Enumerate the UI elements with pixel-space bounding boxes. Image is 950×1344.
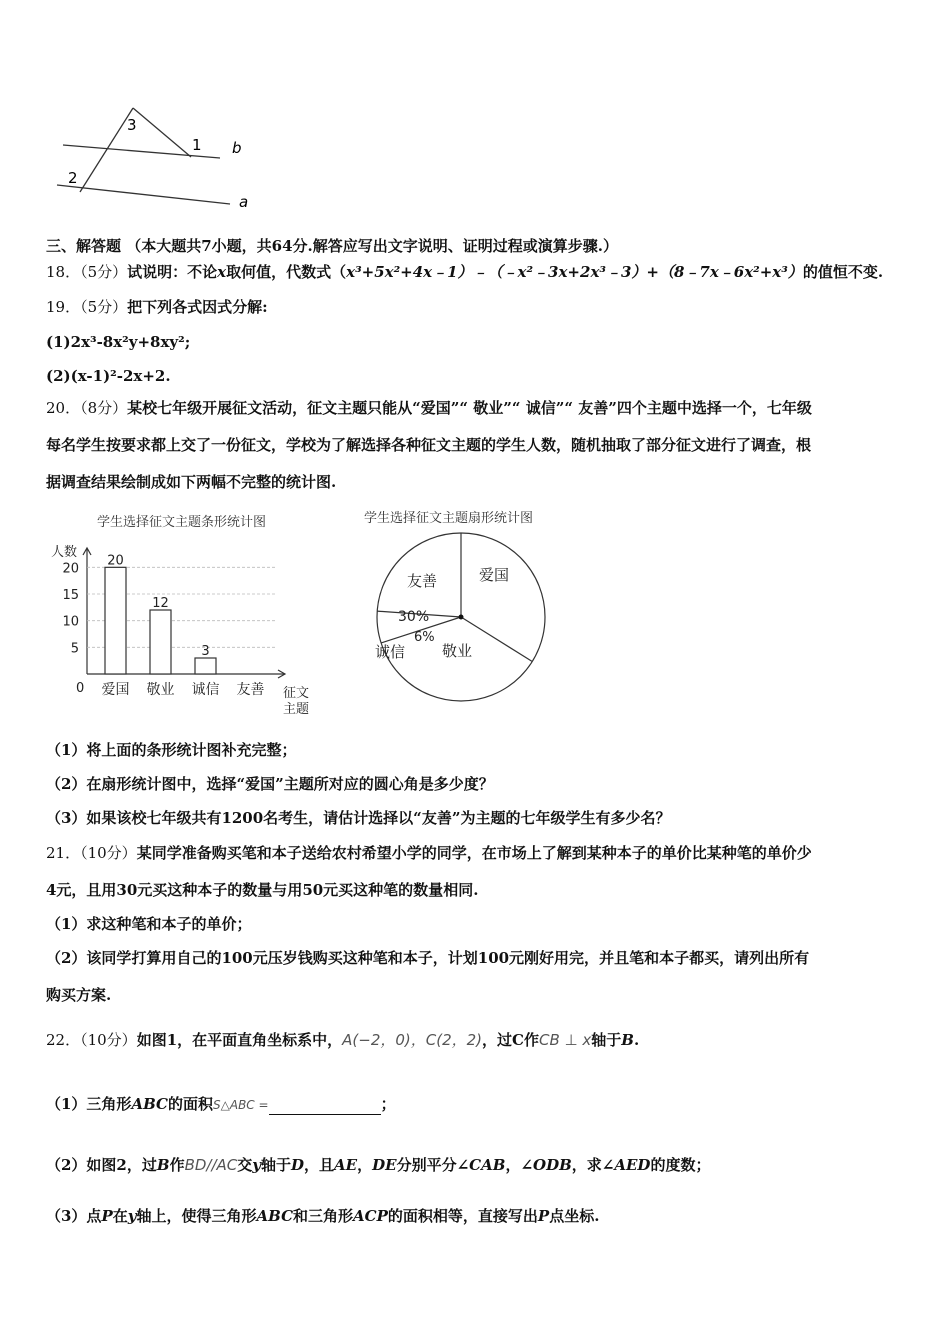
q22-sub3-e: 轴上，使得三角形 (136, 1207, 257, 1225)
section-title: 三、解答题 （本大题共7小题，共64分.解答应写出文字说明、证明过程或演算步骤.） (46, 237, 618, 255)
q22-text-e: . (633, 1031, 640, 1049)
x-category-label: 诚信 (191, 682, 220, 698)
bar (105, 567, 126, 674)
q22-sub3-c: 在 (112, 1207, 128, 1225)
q20-sub1: （1）将上面的条形统计图补充完整； (46, 741, 297, 759)
q22-sub3-h: ACP (353, 1207, 388, 1225)
q20-sub3: （3）如果该校七年级共有1200名考生，请估计选择以“友善”为主题的七年级学生有多少名？ (46, 809, 671, 827)
q21-line2: 4元，且用30元买这种本子的数量与用50元买这种笔的数量相同. (46, 881, 479, 899)
q20-line1: 某校七年级开展征文活动，征文主题只能从“爱国”“ 敬业”“ 诚信”“ 友善”四个主题中选择一个，七年级 (127, 399, 812, 417)
q22-number: 22． (46, 1031, 81, 1049)
q19-number: 19． (46, 298, 81, 316)
y-tick-label: 15 (62, 588, 79, 603)
bar (150, 610, 171, 674)
q22-sub2-b: B (156, 1156, 170, 1174)
q20-line3: 据调查结果绘制成如下两幅不完整的统计图. (46, 473, 337, 491)
q22-sub2-a: （2）如图2，过 (46, 1156, 157, 1174)
transversal-right (133, 108, 191, 157)
q22-text-c: 轴于 (591, 1031, 622, 1049)
q18-number: 18． (46, 263, 81, 281)
q18-text-c: 的值恒不变. (802, 263, 884, 281)
question-21-line1 (46, 843, 812, 863)
q22-text-a: 如图1，在平面直角坐标系中， (136, 1031, 343, 1049)
q20-score: （8分） (80, 399, 128, 417)
q20-sub2: （2）在扇形统计图中，选择“爱国”主题所对应的圆心角是多少度？ (46, 775, 494, 793)
q22-sub3-a: （3）点 (46, 1207, 102, 1225)
q22-text-b: ，过C作 (482, 1031, 539, 1049)
q22-sub2-p: ，求∠ (571, 1156, 615, 1174)
q22-sub2-i: AE (334, 1156, 358, 1174)
q18-expression: x³+5x²+4x﹣1）﹣（﹣x²﹣3x+2x³﹣3）+（8﹣7x﹣6x²+x³） (346, 263, 803, 281)
q22-sub2 (46, 1155, 710, 1175)
q22-sub3-d: y (127, 1207, 137, 1225)
q22-sub1-b: ABC (131, 1095, 168, 1113)
pie-percent-label: 30% (398, 609, 430, 625)
pie-chart (372, 530, 552, 710)
q22-sub1-math: S△ABC = (213, 1098, 269, 1112)
angle-3-label: 3 (127, 116, 137, 134)
bar-chart (45, 538, 330, 718)
y-tick-label: 10 (62, 614, 79, 630)
y-tick-label: 20 (62, 561, 79, 577)
pie-percent-label: 6% (414, 630, 435, 645)
x-category-label: 敬业 (146, 682, 175, 698)
q22-sub2-n: ，∠ (505, 1156, 534, 1174)
q22-sub1-d: ； (380, 1095, 396, 1113)
pie-slice-label: 爱国 (479, 566, 510, 584)
q22-sub1-c: 的面积 (168, 1095, 214, 1113)
pie-slice-label: 敬业 (442, 642, 473, 660)
q22-sub2-l: 分别平分∠ (396, 1156, 470, 1174)
q22-sub2-m: CAB (469, 1156, 506, 1174)
q22-text-d: B (621, 1031, 634, 1049)
x-axis-label-line2: 主题 (283, 702, 310, 717)
q22-sub2-r: 的度数； (650, 1156, 711, 1174)
q22-sub2-o: ODB (533, 1156, 572, 1174)
q22-sub3-f: ABC (256, 1207, 294, 1225)
q22-sub3-j: P (537, 1207, 550, 1225)
q19-text: 把下列各式因式分解: (127, 298, 268, 316)
question-20-line1 (46, 398, 812, 418)
q22-sub3-g: 和三角形 (293, 1207, 354, 1225)
bar-value-label: 3 (201, 644, 210, 659)
q21-line1: 某同学准备购买笔和本子送给农村希望小学的同学，在市场上了解到某种本子的单价比某种笔的单价少 (136, 844, 812, 862)
bar-value-label: 12 (152, 596, 169, 611)
q18-score: （5分） (80, 263, 128, 281)
q22-math-points: A(−2，0)，C(2，2) (342, 1031, 483, 1049)
pie-slice-label: 友善 (407, 572, 438, 590)
q18-var-x: x (217, 263, 227, 281)
y-tick-label: 5 (70, 641, 79, 657)
q22-sub2-math: BD//AC (184, 1156, 238, 1174)
line-b-label: b (232, 139, 242, 157)
x-category-label: 爱国 (101, 682, 130, 698)
question-22 (46, 1030, 639, 1050)
x-axis-label-line1: 征文 (283, 686, 310, 701)
q21-number: 21． (46, 844, 81, 862)
bar (195, 658, 216, 674)
q20-line2: 每名学生按要求都上交了一份征文，学校为了解选择各种征文主题的学生人数，随机抽取了部分征文进行了调查，根 (46, 436, 812, 454)
q22-sub2-h: ，且 (304, 1156, 335, 1174)
q18-text-b: 取何值，代数式（ (226, 263, 347, 281)
q21-sub2: （2）该同学打算用自己的100元压岁钱购买这种笔和本子，计划100元刚好用完，并且笔和本子都买，请列出所有 (46, 949, 810, 967)
q22-sub2-c: 作 (169, 1156, 185, 1174)
q21-sub2b: 购买方案. (46, 986, 112, 1004)
line-a-label: a (239, 193, 249, 211)
q21-sub1: （1）求这种笔和本子的单价； (46, 915, 252, 933)
x-category-label: 友善 (236, 682, 265, 698)
q22-sub3-k: 点坐标. (549, 1207, 600, 1225)
q22-sub3-b: P (101, 1207, 113, 1225)
q22-score: （10分） (80, 1031, 137, 1049)
q19-part1: (1)2x³-8x²y+8xy²; (46, 333, 191, 351)
q22-sub2-g: D (291, 1156, 305, 1174)
q22-sub1 (46, 1094, 396, 1115)
q22-sub3 (46, 1206, 599, 1226)
q20-number: 20． (46, 399, 81, 417)
q22-sub2-q: AED (614, 1156, 651, 1174)
q22-sub2-d: 交 (237, 1156, 253, 1174)
q22-sub2-e: y (252, 1156, 261, 1174)
bar-chart-title: 学生选择征文主题条形统计图 (97, 515, 267, 530)
parallel-lines-figure (55, 100, 265, 215)
q18-text-a: 试说明：不论 (127, 263, 218, 281)
bar-value-label: 20 (107, 553, 124, 569)
pie-center-dot (459, 615, 464, 620)
q22-sub3-i: 的面积相等，直接写出 (387, 1207, 538, 1225)
pie-chart-title: 学生选择征文主题扇形统计图 (364, 511, 534, 526)
q19-score: （5分） (80, 298, 128, 316)
question-19 (46, 297, 268, 317)
q22-sub2-f: 轴于 (261, 1156, 292, 1174)
q19-part2: (2)(x-1)²-2x+2. (46, 367, 171, 385)
q22-sub2-k: DE (372, 1156, 397, 1174)
angle-1-label: 1 (192, 136, 202, 154)
y-axis-label: 人数 (51, 545, 78, 560)
q21-score: （10分） (80, 844, 137, 862)
origin-label: 0 (76, 681, 85, 696)
q22-sub1-a: （1）三角形 (46, 1095, 132, 1113)
angle-2-label: 2 (68, 169, 78, 187)
q22-math-perp: CB ⊥ x (538, 1031, 592, 1049)
q22-sub2-j: ， (357, 1156, 373, 1174)
question-18 (46, 262, 883, 282)
answer-blank[interactable] (269, 1094, 381, 1115)
pie-slice-label: 诚信 (375, 643, 406, 661)
